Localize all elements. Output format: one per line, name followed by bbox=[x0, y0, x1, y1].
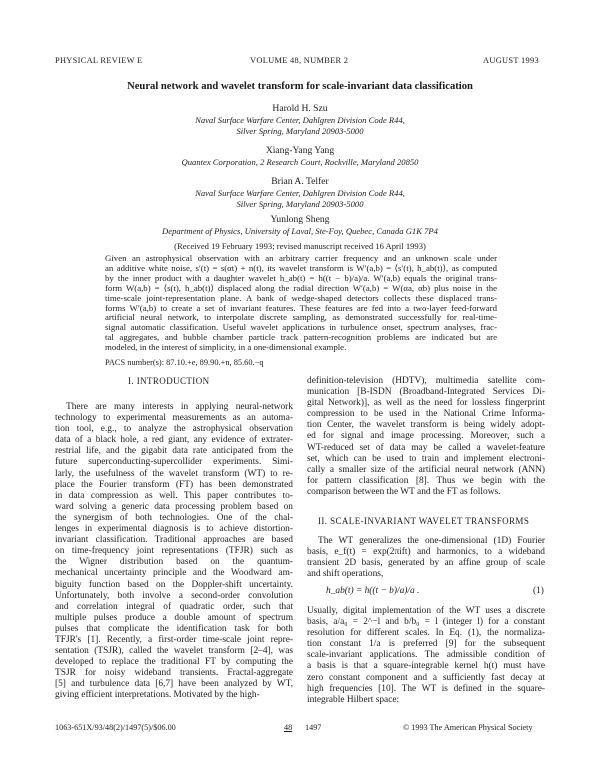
text-line: tion Center, the wavelet transform is being widely adopt- bbox=[307, 420, 545, 431]
journal-name: PHYSICAL REVIEW E bbox=[55, 56, 143, 65]
page-number: 1497 bbox=[305, 723, 322, 732]
text-line: in data compression as well. This paper contributes to- bbox=[55, 490, 293, 501]
text-line: scale-invariant applications. The admissible condition of bbox=[307, 650, 545, 661]
text-line: tion tool, e.g., to analyze the astrophysical observation bbox=[55, 424, 293, 435]
text-line: comparison between the WT and the FT as follows. bbox=[307, 486, 501, 497]
author-block bbox=[0, 214, 600, 237]
text-line: TFJR's [1]. Recently, a first-order time-scale joint repre- bbox=[55, 634, 293, 645]
equation-number: (1) bbox=[533, 586, 544, 596]
text-line: Given an astrophysical observation with an arbitrary carrier frequency and an unknown scale under bbox=[105, 254, 497, 263]
text-line: cally a smaller size of the artificial neural network (ANN) bbox=[307, 464, 545, 475]
text-line: The WT generalizes the one-dimensional (1D) Fourier bbox=[318, 536, 545, 546]
author-name: Brian A. Telfer bbox=[271, 176, 329, 187]
text-line: pulses that complicate the identification task for both bbox=[55, 623, 293, 634]
text-line: biguity function based on the Doppler-shift uncertainty. bbox=[55, 579, 293, 590]
author-affiliation: Silver Spring, Maryland 20903-5000 bbox=[236, 126, 364, 136]
text-line: and shift operations, bbox=[307, 569, 384, 580]
text-line: TSJR for noisy wideband transients. Fractal-aggregate bbox=[55, 668, 293, 679]
footer-code: 1063-651X/93/48(2)/1497(5)/$06.00 bbox=[55, 723, 176, 732]
author-affiliation: Silver Spring, Maryland 20903-5000 bbox=[236, 199, 364, 209]
section2-paragraph-2 bbox=[307, 606, 545, 706]
text-line: multiple pulses produce a double amount of spectrum bbox=[55, 612, 293, 623]
text-line: Usually, digital implementation of the WT uses a discrete bbox=[307, 606, 545, 616]
abstract bbox=[105, 254, 497, 353]
footer-volume: 48 bbox=[284, 723, 293, 732]
volume-number: VOLUME 48, NUMBER 2 bbox=[250, 56, 349, 65]
text-line: larly, the usefulness of the wavelet transform (WT) to re- bbox=[55, 468, 293, 479]
text-line: signal automatic classification. Useful wavelet applications in turbulence onset, spectrum analyses, frac- bbox=[105, 323, 497, 333]
text-line: compression to be used in the National Crime Informa- bbox=[307, 409, 545, 420]
author-block bbox=[0, 103, 600, 137]
text-line: artificial neural network, to interpolate discrete sampling, as demonstrated successfully for real-time- bbox=[105, 313, 497, 323]
author-affiliation: Department of Physics, University of Laval, Ste-Foy, Quebec, Canada G1K 7P4 bbox=[162, 226, 438, 236]
text-line: time-scale joint-representation plane. A bank of wedge-shaped detectors collects these displaced trans- bbox=[105, 293, 497, 303]
text-line: the synergism of both technologies. One of the chal- bbox=[55, 512, 293, 523]
text-line: restrial life, and the gigabit data rate anticipated from the bbox=[55, 446, 293, 457]
pacs-numbers: PACS number(s): 87.10.+e, 89.90.+n, 85.60.−q bbox=[105, 358, 264, 367]
author-name: Xiang-Yang Yang bbox=[265, 145, 335, 156]
text-line: set, which can be used to train and implement electroni- bbox=[307, 453, 545, 464]
received-dates: (Received 19 February 1993; revised manuscript received 16 April 1993) bbox=[174, 241, 426, 251]
text-line: resolution for different scales. In Eq. (1), the normaliza- bbox=[307, 628, 545, 639]
author-block bbox=[0, 145, 600, 168]
text-line: for pattern classification [8]. Thus we begin with the bbox=[307, 475, 545, 486]
text-line: [5] and turbulence data [6,7] have been analyzed by WT, bbox=[55, 679, 293, 690]
text-line: forms W′(a,b) to create a set of invariant features. These features are fed into a two-layer feed-forward bbox=[105, 303, 497, 313]
section-heading-introduction: I. INTRODUCTION bbox=[128, 376, 210, 386]
text-line: ed for signal and image processing. Moreover, such a bbox=[307, 431, 545, 442]
text-line: the Wigner distribution based on the quantum- bbox=[55, 557, 293, 568]
text-line: definition-television (HDTV), multimedia satellite com- bbox=[307, 376, 545, 386]
text-line: munication [B-ISDN (Broadband-Integrated Services Di- bbox=[307, 387, 545, 398]
text-line: tion constant 1/a is preferred [9] for the subsequent bbox=[307, 639, 545, 650]
text-line: form W(a,b) = ⟨s(t), h_ab(t)⟩ displaced along the radial direction W′(a,b) = W(αa, αb) plus noise in the bbox=[105, 283, 497, 293]
text-line: place the Fourier transform (FT) has been demonstrated bbox=[55, 479, 293, 490]
left-column-text bbox=[55, 402, 293, 702]
text-line: WT-reduced set of data may be called a wavelet-feature bbox=[307, 442, 545, 453]
text-line: transient 2D basis, generated by an affine group of scale bbox=[307, 558, 545, 569]
text-line: There are many interests in applying neural-network bbox=[66, 402, 293, 412]
text-line: invariant classification. Traditional approaches are based bbox=[55, 535, 293, 546]
text-line: lenges in experimental diagnosis is to achieve distortion- bbox=[55, 524, 293, 535]
text-line: sentation (TSJR), called the wavelet transform [2–4], was bbox=[55, 646, 293, 657]
section-heading-scale-invariant: II. SCALE-INVARIANT WAVELET TRANSFORMS bbox=[318, 516, 530, 526]
text-line: ward solving a generic data processing problem based on bbox=[55, 501, 293, 512]
author-affiliation: Quantex Corporation, 2 Research Court, Rockville, Maryland 20850 bbox=[181, 157, 419, 167]
author-name: Yunlong Sheng bbox=[270, 214, 330, 225]
text-line: zero constant component and a sufficiently fast decay at bbox=[307, 672, 545, 683]
text-line: on time-frequency joint representations (TFJR) such as bbox=[55, 546, 293, 557]
text-line: modeled, in the interest of simplicity, in a one-dimensional example. bbox=[105, 343, 347, 353]
paper-title: Neural network and wavelet transform for scale-invariant data classification bbox=[127, 81, 473, 92]
text-line: mechanical uncertainty principle and the Woodward am- bbox=[55, 568, 293, 579]
text-line: developed to replace the traditional FT by computing the bbox=[55, 657, 293, 668]
text-line: technology to experimental measurements as an automa- bbox=[55, 413, 293, 424]
issue-date: AUGUST 1993 bbox=[483, 56, 539, 65]
author-affiliation: Naval Surface Warfare Center, Dahlgren Division Code R44, bbox=[195, 188, 405, 198]
text-line: basis, e_f(t) = exp(2πift) and harmonics, to a wideband bbox=[307, 547, 545, 558]
text-line: a basis is that a square-integrable kernel h(t) must have bbox=[307, 661, 545, 672]
text-line: giving efficient interpretations. Motivated by the high- bbox=[55, 690, 260, 701]
text-line: gital Network)], as well as the need for lossless fingerprint bbox=[307, 398, 545, 409]
text-line: and correlation integral of quadratic order, such that bbox=[55, 601, 293, 612]
text-line: Unfortunately, both involve a second-order convolution bbox=[55, 590, 293, 601]
text-line: future superconducting-supercollider experiments. Simi- bbox=[55, 457, 293, 468]
right-column-text bbox=[307, 376, 545, 498]
equation-1: h_ab(t) = h((t − b)/a)/a . bbox=[326, 586, 420, 596]
author-block bbox=[0, 176, 600, 210]
author-name: Harold H. Szu bbox=[272, 103, 328, 114]
section2-paragraph-1 bbox=[307, 536, 545, 580]
text-line: basis, a/a₀ = 2^−l and b/b₀ = l (integer l) for a constant bbox=[307, 617, 545, 628]
text-line: data of a black hole, a red giant, any evidence of extrater- bbox=[55, 435, 293, 446]
text-line: by the inner product with a daughter wavelet h_ab(t) = h((t − b)/a)/a. W′(a,b) equals the original trans- bbox=[105, 273, 497, 283]
text-line: high frequencies [10]. The WT is defined in the square- bbox=[307, 683, 545, 694]
text-line: tal aggregates, and bubble chamber particle track pattern-recognition problems are indicated but are bbox=[105, 333, 497, 343]
copyright: © 1993 The American Physical Society bbox=[403, 723, 533, 732]
author-affiliation: Naval Surface Warfare Center, Dahlgren Division Code R44, bbox=[195, 115, 405, 125]
text-line: integrable Hilbert space: bbox=[307, 694, 400, 705]
text-line: an additive white noise, s′(t) = s(αt) + n(t), its wavelet transform is W′(a,b) = ⟨s′(t), h_ab(t)⟩, as computed bbox=[105, 263, 497, 273]
